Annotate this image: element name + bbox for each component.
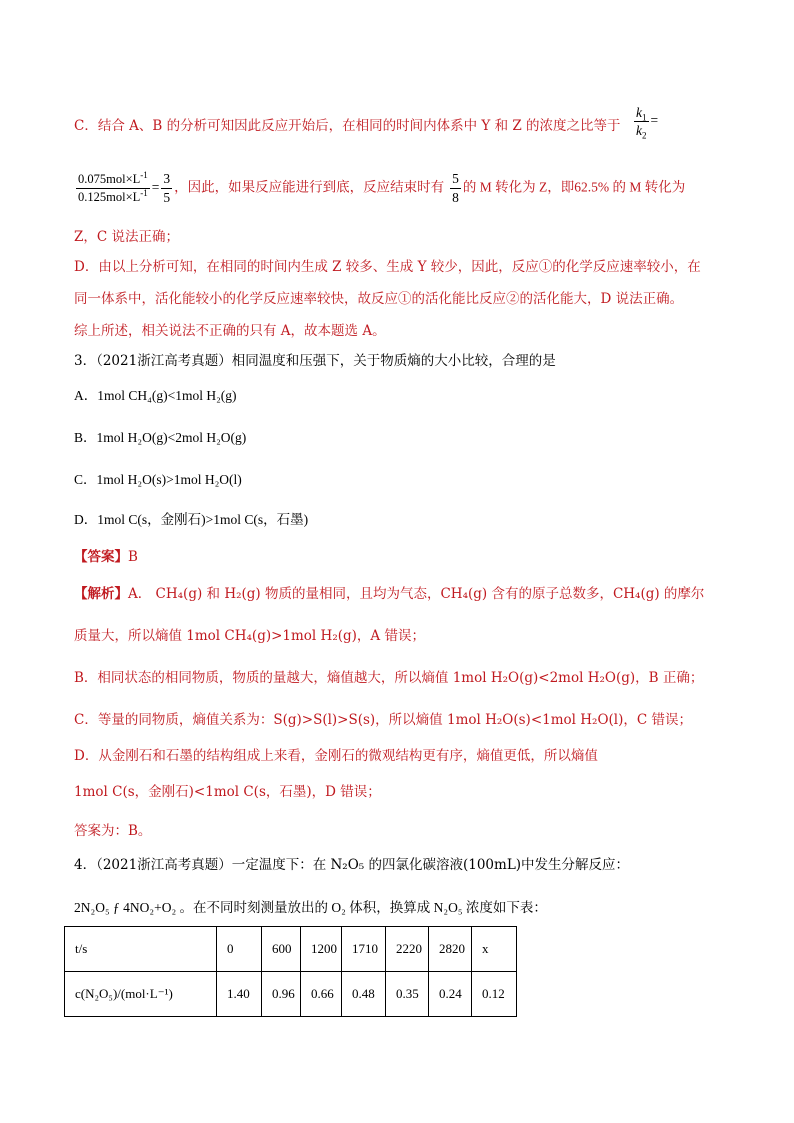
equals-sign-2: =	[151, 179, 160, 195]
q3-stem: 3．（2021浙江高考真题）相同温度和压强下，关于物质熵的大小比较，合理的是	[74, 353, 556, 369]
concentration-table	[64, 926, 517, 1017]
ratio-num: 3	[161, 170, 172, 189]
conc-num: 0.075mol×L	[78, 172, 141, 186]
q3-option-c: C．1mol H₂O(s)>1mol H₂O(l)	[74, 472, 242, 487]
table-cell: x	[472, 927, 517, 972]
para-c-line1	[74, 117, 621, 135]
answer-value: B	[128, 549, 138, 565]
q3-option-a: A．1mol CH₄(g)<1mol H₂(g)	[74, 388, 237, 403]
table-cell: 0.35	[386, 972, 429, 1017]
conc-den-sup: -1	[140, 187, 148, 198]
analysis-a1: A． CH₄(g) 和 H₂(g) 物质的量相同，且均为气态，CH₄(g) 含有的原子总数多，CH₄(g) 的摩尔	[128, 586, 705, 602]
analysis-d2: 1mol C(s，金刚石)<1mol C(s，石墨)，D 错误；	[74, 784, 381, 800]
table-cell: 1.40	[217, 972, 262, 1017]
table-cell: 2820	[429, 927, 472, 972]
para-c-text: C．结合 A、B 的分析可知因此反应开始后，在相同的时间内体系中 Y 和 Z 的浓度之比等于	[74, 118, 621, 134]
table-header-conc: c(N₂O₅)/(mol·L⁻¹)	[65, 972, 217, 1017]
conc-den: 0.125mol×L	[78, 190, 141, 204]
q3-answer	[74, 548, 138, 566]
table-cell: 0	[217, 927, 262, 972]
q3-final: 答案为：B。	[74, 823, 152, 839]
para-c-mid: ，因此，如果反应能进行到底，反应结束时有	[174, 179, 445, 195]
equals-sign: =	[650, 112, 659, 128]
analysis-a2: 质量大，所以熵值 1mol CH₄(g)>1mol H₂(g)，A 错误；	[74, 628, 425, 644]
table-cell: 1710	[342, 927, 386, 972]
table-cell: 1200	[301, 927, 342, 972]
table-cell: 0.48	[342, 972, 386, 1017]
answer-label: 【答案】	[74, 549, 128, 565]
analysis-d1: D．从金刚石和石墨的结构组成上来看，金刚石的微观结构更有序，熵值更低，所以熵值	[74, 748, 598, 764]
summary-line: 综上所述，相关说法不正确的只有 A，故本题选 A。	[74, 323, 386, 339]
para-d-line2: 同一体系中，活化能较小的化学反应速率较快，故反应①的活化能比反应②的活化能大，D 说法正确。	[74, 291, 684, 307]
q3-option-b: B．1mol H₂O(g)<2mol H₂O(g)	[74, 430, 247, 445]
k-num: k	[636, 105, 642, 120]
frac-five: 5	[450, 170, 461, 189]
table-header-time: t/s	[65, 927, 217, 972]
q4-stem: 4．（2021浙江高考真题）一定温度下：在 N₂O₅ 的四氯化碳溶液(100mL)中发生分解反应：	[74, 857, 630, 873]
table-cell: 0.66	[301, 972, 342, 1017]
table-cell: 2220	[386, 927, 429, 972]
para-d-line1: D．由以上分析可知，在相同的时间内生成 Z 较多、生成 Y 较少，因此，反应①的化学反应速率较小，在	[74, 259, 701, 275]
q3-option-d: D．1mol C(s，金刚石)>1mol C(s，石墨)	[74, 512, 309, 527]
table-cell: 0.96	[262, 972, 301, 1017]
table-row	[65, 927, 517, 972]
analysis-label: 【解析】	[74, 586, 128, 602]
analysis-b: B．相同状态的相同物质，物质的量越大，熵值越大，所以熵值 1mol H₂O(g)<2mol H₂O(g)，B 正确；	[74, 670, 704, 686]
table-cell: 0.24	[429, 972, 472, 1017]
q3-analysis-a1	[74, 585, 704, 603]
para-c-line2	[74, 170, 685, 207]
frac-eight: 8	[452, 190, 459, 205]
k-den: k	[636, 123, 642, 138]
k-den-sub: 2	[642, 130, 647, 141]
para-c-line3: Z，C 说法正确；	[74, 229, 180, 245]
para-c-end: 的 M 转化为 Z，即62.5% 的 M 转化为	[462, 179, 686, 195]
conc-num-sup: -1	[140, 169, 148, 180]
table-cell: 600	[262, 927, 301, 972]
table-row	[65, 972, 517, 1017]
k-num-sub: 1	[642, 112, 647, 123]
analysis-c: C．等量的同物质，熵值关系为：S(g)>S(l)>S(s)，所以熵值 1mol H₂O(s)<1mol H₂O(l)，C 错误；	[74, 712, 692, 728]
k-ratio	[632, 104, 658, 139]
ratio-den: 5	[163, 190, 171, 205]
table-cell: 0.12	[472, 972, 517, 1017]
q4-reaction: 2N₂O₅ ƒ 4NO₂+O₂ 。在不同时刻测量放出的 O₂ 体积，换算成 N₂O₅ 浓度如下表：	[74, 900, 547, 915]
